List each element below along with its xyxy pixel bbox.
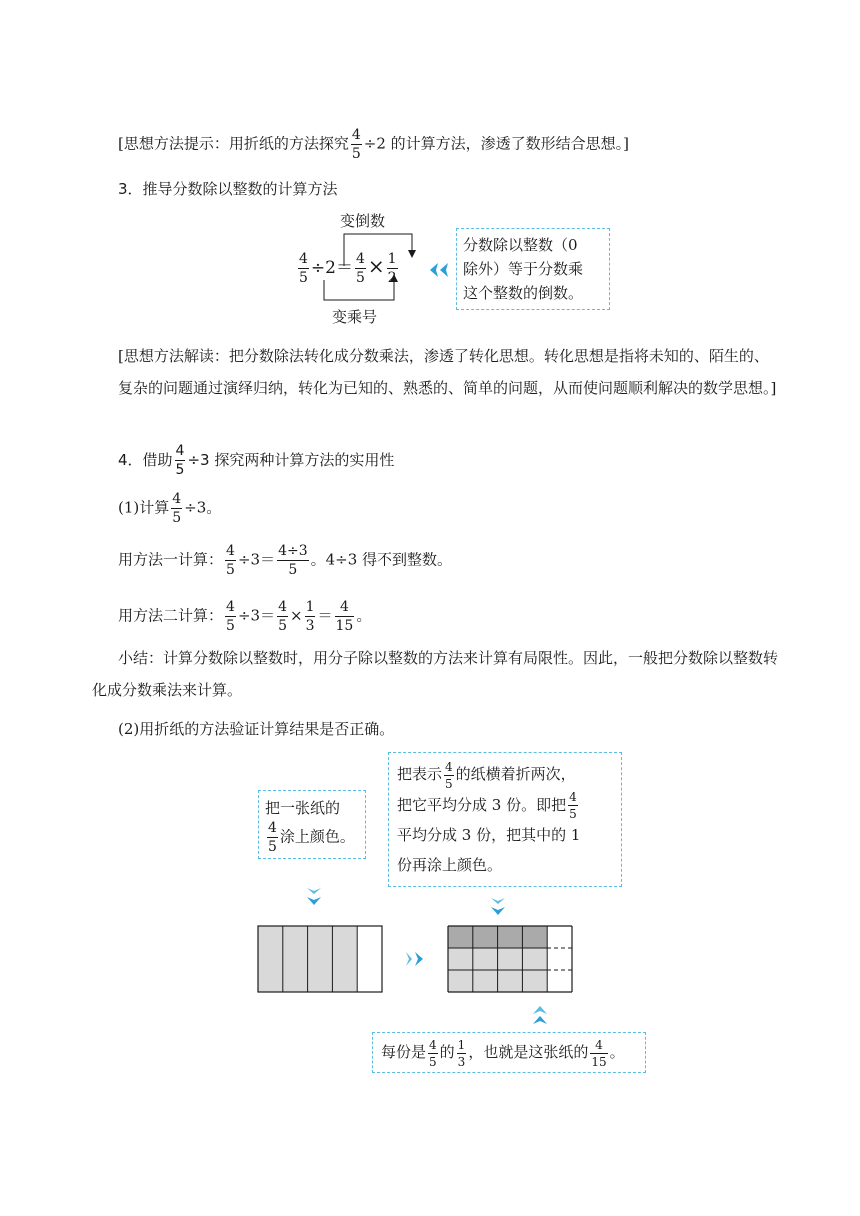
fraction: $\frac{1}{3}$ (305, 599, 315, 634)
fraction: $\frac{4}{5}$ (355, 251, 365, 286)
step-2-box: 把表示 $\frac{4}{5}$ 的纸横着折两次， 把它平均分成 3 份。即把 $\frac{4}{5}$ 平均分成 3 份，把其中的 1 份再涂上颜色。 (388, 752, 622, 887)
hint-line (118, 128, 629, 161)
chevron-down-icon (490, 896, 506, 918)
fraction: $\frac{1}{3}$ (457, 1037, 466, 1069)
question-1: (1)计算 $\frac{4}{5}$ ÷3。 (118, 491, 222, 526)
fraction: $\frac{4}{5}$ (226, 599, 235, 634)
question-2: (2)用折纸的方法验证计算结果是否正确。 (118, 720, 395, 738)
chevron-up-icon (532, 1004, 548, 1026)
section-4-heading: 4．借助 $\frac{4}{5}$ ÷3 探究两种计算方法的实用性 (118, 443, 395, 478)
fraction: $\frac{4}{5}$ (445, 759, 453, 791)
fraction: $\frac{4}{5}$ (172, 491, 182, 526)
fraction: $\frac{4}{5}$ (175, 443, 185, 478)
step-1-box: 把一张纸的 $\frac{4}{5}$ 涂上颜色。 (258, 790, 366, 859)
double-chevron-left-icon (428, 262, 452, 278)
derivation-equation: $\frac{4}{5}$ ÷2＝ $\frac{4}{5}$ × $\frac{1}{2}$ (299, 251, 397, 286)
chevron-right-icon (404, 951, 426, 967)
fraction: $\frac{4}{15}$ (335, 599, 354, 634)
fraction: $\frac{4\div 3}{5}$ (278, 543, 308, 578)
fraction: $\frac{4}{5}$ (268, 820, 277, 855)
paper-four-fifths (257, 925, 383, 993)
fraction: $\frac{4}{5}$ (429, 1037, 437, 1069)
rule-box: 分数除以整数（0 除外）等于分数乘 这个整数的倒数。 (456, 228, 610, 310)
fraction: $\frac{1}{2}$ (387, 251, 397, 286)
fraction: $\frac{4}{15}$ (591, 1037, 607, 1069)
bottom-label: 变乘号 (332, 308, 378, 326)
result-box: 每份是 $\frac{4}{5}$ 的 $\frac{1}{3}$ ，也就是这张纸的 $\frac{4}{15}$ 。 (372, 1032, 646, 1073)
method-reading: [思想方法解读：把分数除法转化成分数乘法，渗透了转化思想。转化思想是指将未知的、陌生的、复杂的问题通过演绎归纳，转化为已知的、熟悉的、简单的问题，从而使问题顺利解决的数学思想。] (118, 347, 777, 397)
fraction: $\frac{4}{5}$ (299, 251, 308, 286)
section-3-heading: 3．推导分数除以整数的计算方法 (118, 180, 338, 198)
fraction: $\frac{4}{5}$ (278, 599, 287, 634)
chevron-down-icon (306, 886, 322, 908)
top-label: 变倒数 (340, 212, 386, 230)
fraction: $\frac{4}{5}$ (351, 127, 361, 162)
summary: 小结：计算分数除以整数时，用分子除以整数的方法来计算有局限性。因此，一般把分数除以整数转化成分数乘法来计算。 (92, 649, 779, 699)
fraction: $\frac{4}{5}$ (226, 543, 235, 578)
method-2-line: 用方法二计算： $\frac{4}{5}$ ÷3＝ $\frac{4}{5}$ × $\frac{1}{3}$ ＝ $\frac{4}{15}$ 。 (118, 599, 372, 634)
fraction: $\frac{4}{5}$ (569, 790, 577, 821)
hint-text-pre: [思想方法提示：用折纸的方法探究 (118, 134, 349, 153)
paper-four-fifteenths (447, 925, 573, 993)
hint-text-post: ÷2 的计算方法，渗透了数形结合思想。] (363, 134, 630, 153)
method-1-line: 用方法一计算： $\frac{4}{5}$ ÷3＝ $\frac{4\div 3}{5}$ 。4÷3 得不到整数。 (118, 543, 453, 578)
